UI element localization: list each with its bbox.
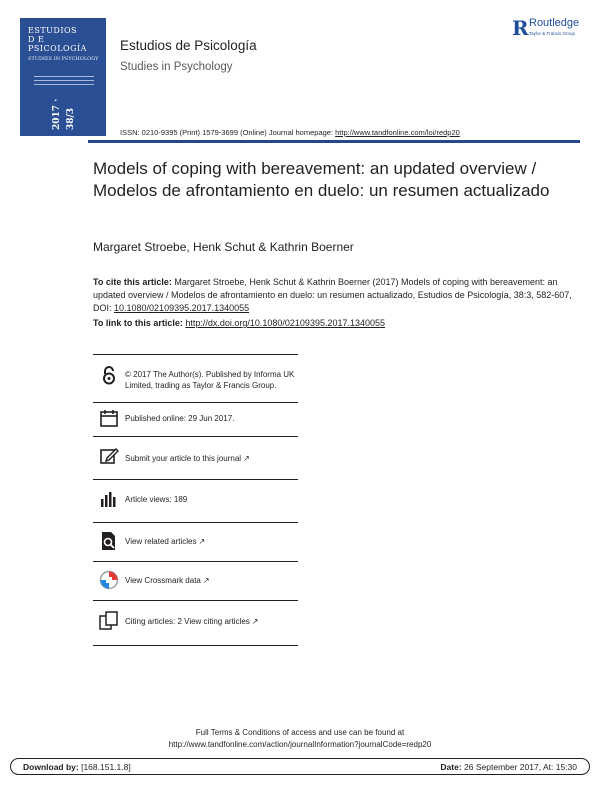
routledge-r-icon: R xyxy=(512,16,529,40)
article-url-link[interactable]: http://dx.doi.org/10.1080/02109395.2017.1340055 xyxy=(185,318,386,328)
article-authors: Margaret Stroebe, Henk Schut & Kathrin Boerner xyxy=(93,240,354,254)
calendar-icon xyxy=(99,408,119,428)
journal-subtitle: Studies in Psychology xyxy=(120,61,233,73)
issn-text: ISSN: 0210-9395 (Print) 1579-3699 (Online) Journal homepage: xyxy=(120,128,336,137)
cover-subtitle: STUDIES IN PSYCHOLOGY xyxy=(28,56,99,62)
citing-documents-icon xyxy=(99,611,119,631)
views-row xyxy=(93,480,298,523)
doi-link[interactable]: 10.1080/02109395.2017.1340055 xyxy=(114,303,250,313)
downloaded-by: Download by: [168.151.1.8] xyxy=(23,762,131,772)
crossmark-text[interactable]: View Crossmark data ↗ xyxy=(125,576,210,585)
open-access-row xyxy=(93,355,298,403)
link-label: To link to this article: xyxy=(93,318,186,328)
external-link-icon: ↗ xyxy=(251,617,259,626)
issn-line xyxy=(120,128,460,137)
terms-line-2[interactable]: http://www.tandfonline.com/action/journalInformation?journalCode=redp20 xyxy=(168,740,432,749)
published-row xyxy=(93,403,298,437)
open-lock-icon xyxy=(99,365,119,385)
edit-pencil-icon xyxy=(99,446,119,466)
cite-label: To cite this article: xyxy=(93,277,172,287)
article-title: Models of coping with bereavement: an updated overview / Modelos de afrontamiento en duelo: un resumen actualizado xyxy=(93,159,550,200)
open-access-text: © 2017 The Author(s). Published by Informa UK Limited, trading as Taylor & Francis Group. xyxy=(125,370,295,390)
logo-name: Routledge xyxy=(529,17,580,29)
citation-block xyxy=(93,276,573,315)
download-date: Date: 26 September 2017, At: 15:30 xyxy=(440,762,577,772)
related-text[interactable]: View related articles ↗ xyxy=(125,537,206,546)
related-row[interactable] xyxy=(93,523,298,562)
submit-text[interactable]: Submit your article to this journal ↗ xyxy=(125,454,250,463)
journal-name: Estudios de Psicología xyxy=(120,38,257,53)
citing-row[interactable] xyxy=(93,601,298,646)
external-link-icon: ↗ xyxy=(198,537,206,546)
link-line xyxy=(93,318,385,328)
document-search-icon xyxy=(99,531,119,551)
external-link-icon: ↗ xyxy=(202,576,210,585)
download-info-bar xyxy=(10,758,590,775)
header-divider xyxy=(88,140,580,143)
citing-text[interactable]: Citing articles: 2 View citing articles ↗ xyxy=(125,617,259,626)
crossmark-row[interactable] xyxy=(93,562,298,601)
journal-homepage-link[interactable]: http://www.tandfonline.com/loi/redp20 xyxy=(335,128,460,137)
terms-line-1: Full Terms & Conditions of access and use can be found at xyxy=(195,728,405,737)
crossmark-icon xyxy=(99,570,119,590)
cite-text: Margaret Stroebe, Henk Schut & Kathrin Boerner (2017) Models of coping with bereavement: an updated overview / Modelos de afrontamiento en duelo: un resumen actualizado, Estudios de Psicología, 38:3, 582-607, DOI: xyxy=(93,277,572,313)
routledge-logo xyxy=(512,16,592,44)
published-text: Published online: 29 Jun 2017. xyxy=(125,414,235,423)
cover-decoration xyxy=(34,76,94,88)
bar-chart-icon xyxy=(99,489,119,509)
submit-row[interactable] xyxy=(93,437,298,480)
views-text: Article views: 189 xyxy=(125,495,188,504)
cover-title: ESTUDIOS D E PSICOLOGÍA xyxy=(28,26,87,53)
logo-tagline: Taylor & Francis Group xyxy=(529,31,576,36)
external-link-icon: ↗ xyxy=(243,454,250,463)
journal-cover-image xyxy=(20,18,106,136)
cover-volume: 2017 · 38/3 xyxy=(52,98,76,130)
